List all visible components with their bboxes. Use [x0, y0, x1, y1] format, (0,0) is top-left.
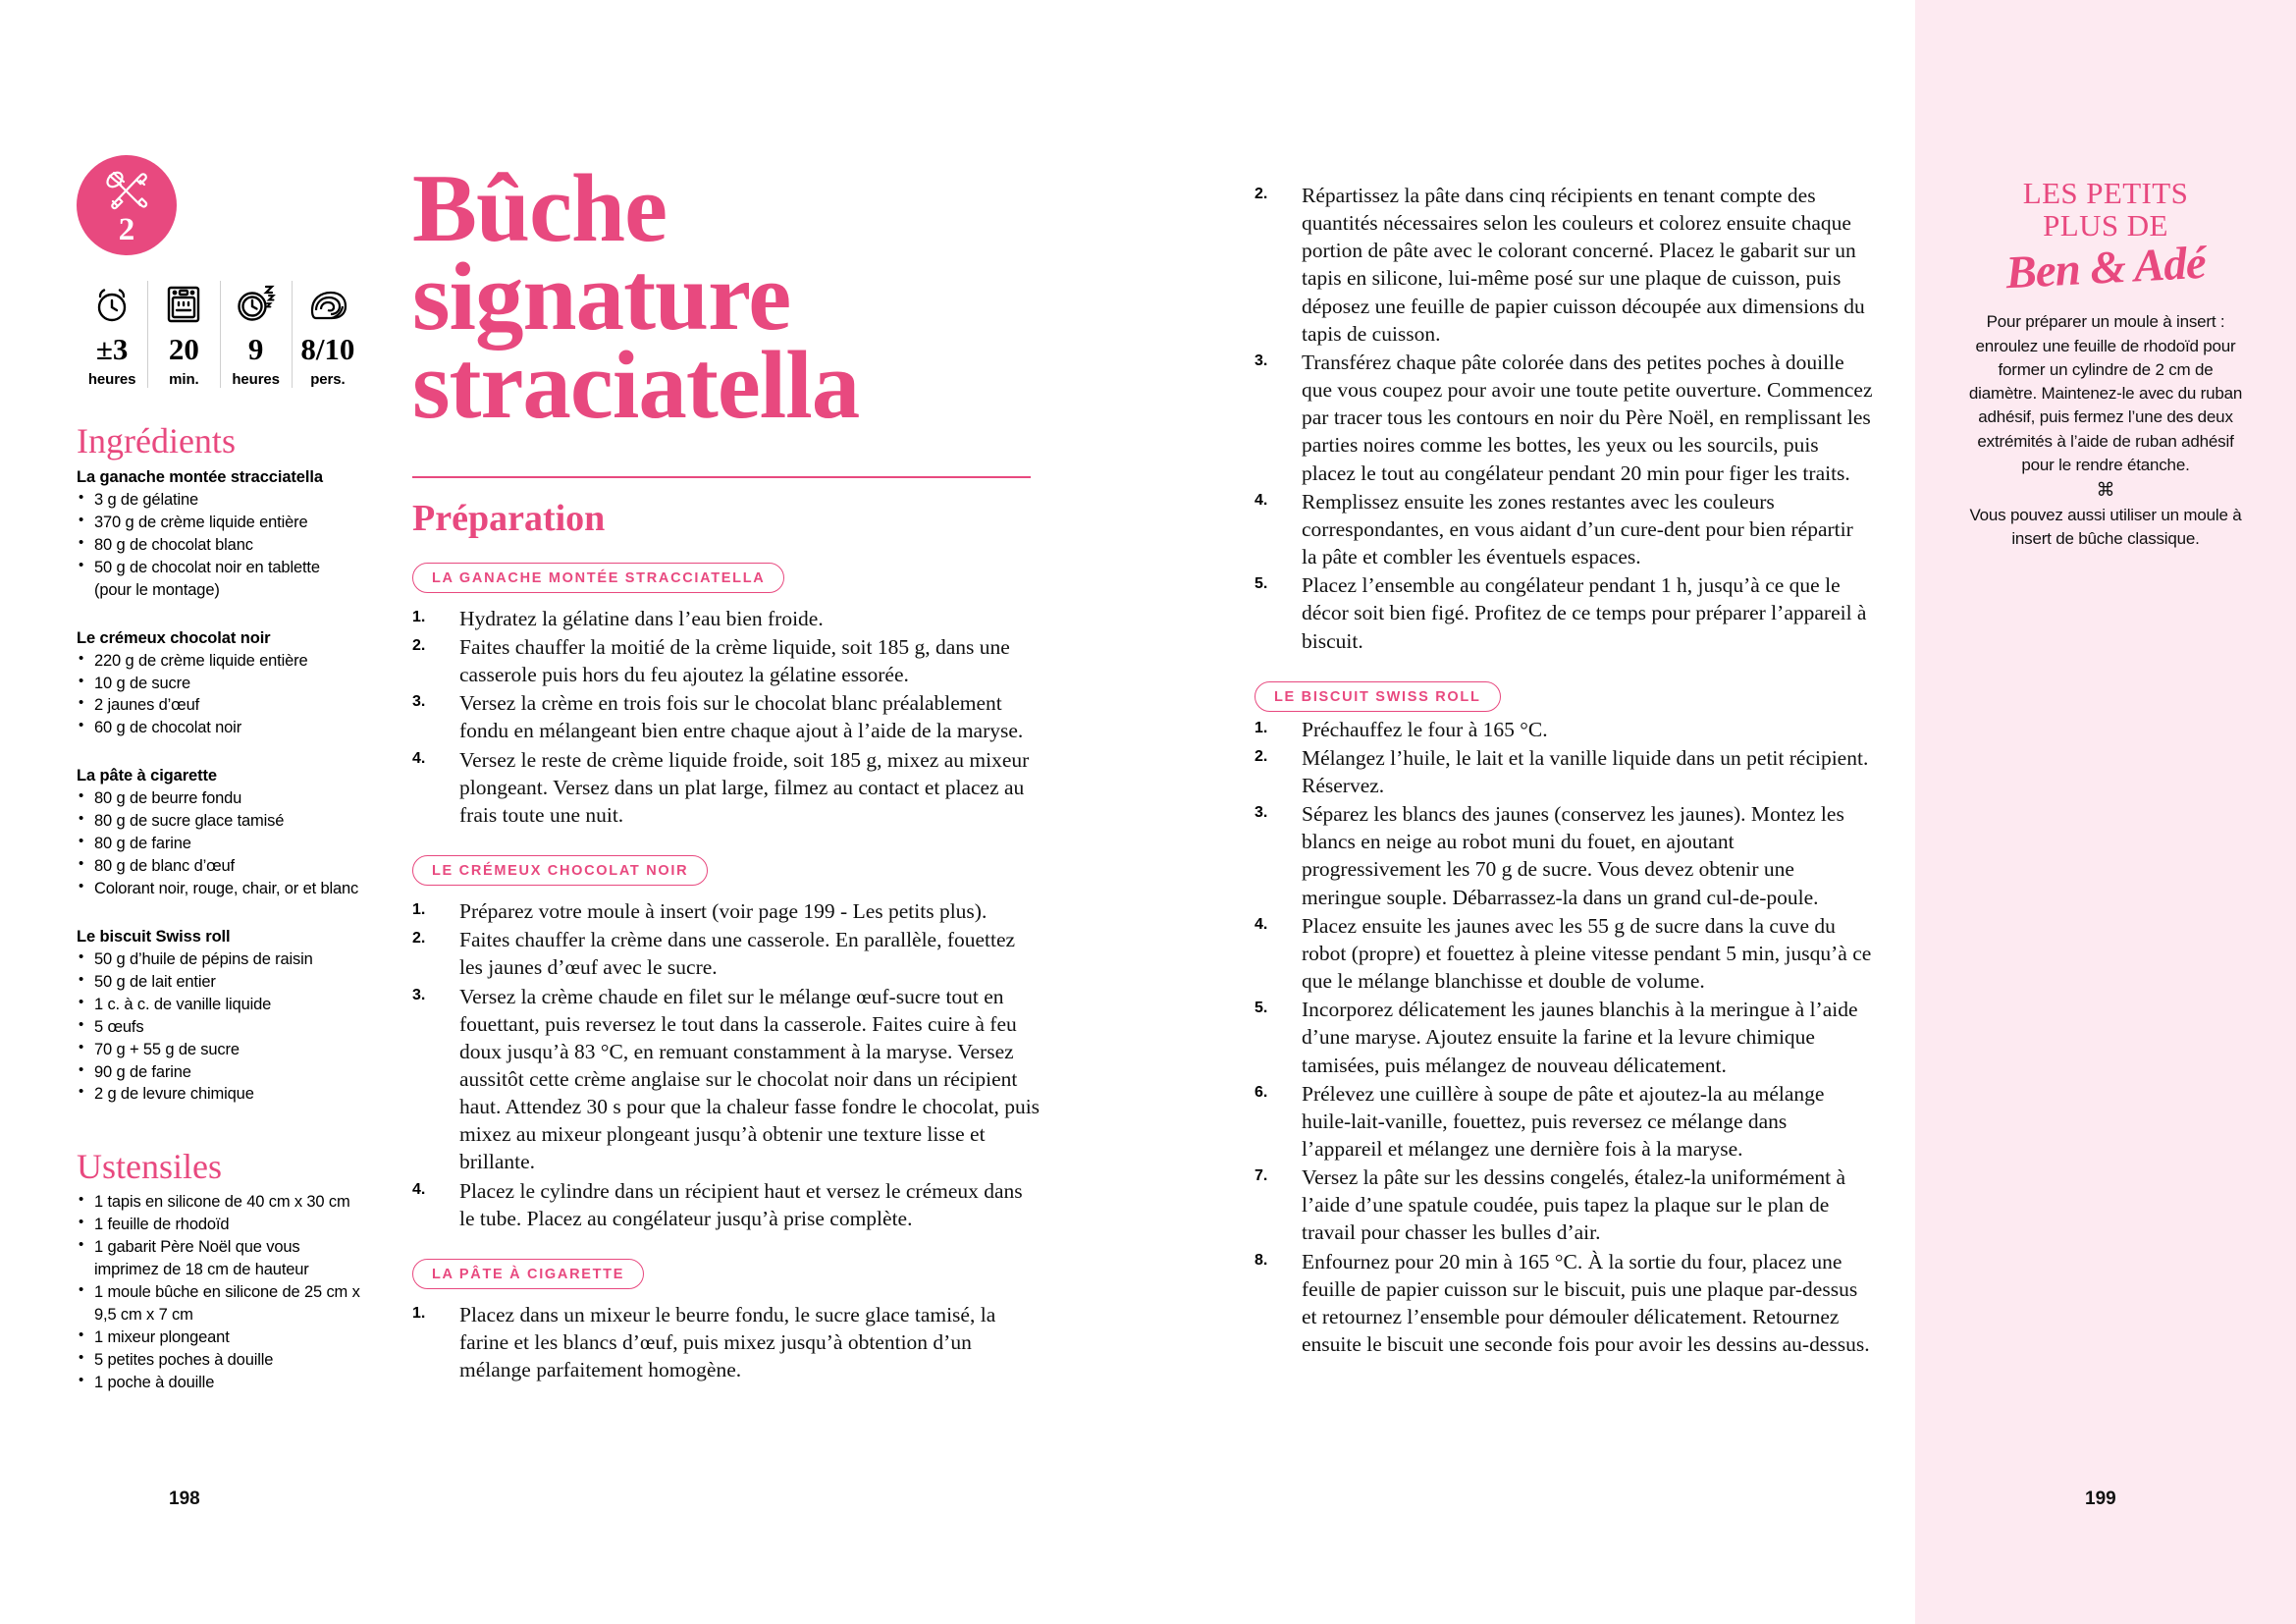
- step-text: Prélevez une cuillère à soupe de pâte et ajoutez-la au mélange huile-lait-vanille, fouettez, puis reversez ce mélange dans l’appareil et mélangez une dernière fois à la maryse.: [1302, 1081, 1825, 1161]
- ingredient-group-title: La pâte à cigarette: [77, 767, 217, 785]
- list-item: • 80 g de beurre fondu: [77, 787, 371, 810]
- step-number: 5.: [1255, 1000, 1268, 1017]
- step-text: Faites chauffer la crème dans une casserole. En parallèle, fouettez les jaunes d’œuf avec le sucre.: [459, 928, 1016, 980]
- recipe-difficulty-badge: [77, 155, 177, 255]
- ustensiles-heading: Ustensiles: [77, 1147, 222, 1187]
- info-cell-cook-time: [148, 281, 220, 388]
- ingredient-group-title: Le biscuit Swiss roll: [77, 927, 231, 946]
- list-item: • 70 g + 55 g de sucre: [77, 1039, 371, 1061]
- list-item: • 1 moule bûche en silicone de 25 cm x: [77, 1281, 371, 1304]
- section-tag-pill: LE CRÉMEUX CHOCOLAT NOIR: [412, 855, 708, 886]
- list-item: • 1 tapis en silicone de 40 cm x 30 cm: [77, 1191, 371, 1214]
- step-item: [1255, 1080, 1873, 1163]
- list-item: • 80 g de sucre glace tamisé: [77, 810, 371, 833]
- step-text: Remplissez ensuite les zones restantes avec les couleurs correspondantes, en vous aidant d’un cure-dent pour bien répartir la pâte et combler les éventuels espaces.: [1302, 489, 1853, 569]
- step-text: Placez dans un mixeur le beurre fondu, le sucre glace tamisé, la farine et les blancs d’œuf, puis mixez jusqu’à obtention d’un mélange parfaitement homogène.: [459, 1302, 996, 1382]
- list-item: • 10 g de sucre: [77, 673, 371, 695]
- list-item: • 1 c. à c. de vanille liquide: [77, 994, 371, 1016]
- ingredient-group-title: La ganache montée stracciatella: [77, 468, 323, 486]
- step-item: [412, 897, 1041, 925]
- petits-plus-title-line1: LES PETITS: [2022, 176, 2189, 210]
- ingredient-group: [77, 767, 371, 900]
- step-item: [1255, 1164, 1873, 1246]
- step-number: 1.: [412, 901, 426, 919]
- title-divider: [412, 476, 1031, 478]
- info-value: 8/10: [300, 332, 355, 366]
- info-value: 20: [168, 332, 199, 366]
- step-item: [412, 983, 1041, 1176]
- step-number: 3.: [1255, 804, 1268, 822]
- whisk-spatula-crossed-icon: [101, 168, 152, 213]
- sleeping-clock-icon: [234, 281, 279, 326]
- page-number-right: 199: [2085, 1489, 2116, 1509]
- step-item: [1255, 744, 1873, 799]
- step-number: 4.: [1255, 491, 1268, 509]
- step-number: 8.: [1255, 1251, 1268, 1269]
- section-tag-pill: LE BISCUIT SWISS ROLL: [1255, 681, 1501, 712]
- petits-plus-title-line2: PLUS DE: [2043, 208, 2168, 244]
- list-item: • 1 mixeur plongeant: [77, 1326, 371, 1349]
- petits-plus-paragraph-1: Pour préparer un moule à insert : enroulez une feuille de rhodoïd pour former un cylindre de 2 cm de diamètre. Maintenez-le avec du ruban adhésif, puis fermez l’une des deux extrémités à l’aide de ruban adhésif pour le rendre étanche.: [1968, 312, 2243, 475]
- ingredients-groups: [77, 468, 371, 1106]
- step-number: 7.: [1255, 1167, 1268, 1185]
- ingredient-list: [77, 787, 371, 900]
- yule-log-slice-icon: [304, 281, 351, 326]
- step-number: 5.: [1255, 575, 1268, 593]
- list-item: • 50 g de chocolat noir en tablette: [77, 557, 371, 579]
- info-cell-servings: [293, 281, 363, 388]
- step-item: [1255, 800, 1873, 911]
- step-number: 2.: [412, 636, 426, 654]
- list-item: imprimez de 18 cm de hauteur: [94, 1261, 309, 1279]
- step-number: 4.: [412, 749, 426, 767]
- petits-plus-signature: Ben & Adé: [2004, 237, 2207, 299]
- page-number-left: 198: [169, 1489, 200, 1509]
- step-item: [1255, 1248, 1873, 1359]
- badge-number: 2: [118, 212, 135, 247]
- list-item: • 80 g de chocolat blanc: [77, 534, 371, 557]
- list-item: • 1 feuille de rhodoïd: [77, 1214, 371, 1236]
- step-item: [1255, 912, 1873, 995]
- list-item: • 220 g de crème liquide entière: [77, 650, 371, 673]
- ingredient-list: [77, 650, 371, 740]
- step-item: [1255, 349, 1873, 487]
- left-column: [77, 155, 371, 1394]
- step-number: 3.: [1255, 352, 1268, 369]
- right-column: [1255, 182, 1873, 1359]
- info-label: min.: [169, 371, 199, 388]
- step-text: Placez ensuite les jaunes avec les 55 g de sucre dans la cuve du robot (propre) et fouettez à pleine vitesse pendant 5 min, jusqu’à ce que le mélange blanchisse et double de volume.: [1302, 913, 1872, 994]
- list-item: • 50 g d’huile de pépins de raisin: [77, 948, 371, 971]
- step-text: Versez le reste de crème liquide froide, soit 185 g, mixez au mixeur plongeant. Versez dans un plat large, filmez au contact et placez au frais toute une nuit.: [459, 747, 1030, 827]
- ingredient-group: [77, 468, 371, 602]
- list-item: • 370 g de crème liquide entière: [77, 512, 371, 534]
- list-item: • 3 g de gélatine: [77, 489, 371, 512]
- preparation-heading: Préparation: [412, 497, 606, 539]
- ingredients-heading: Ingrédients: [77, 421, 236, 460]
- info-cell-rest-time: [221, 281, 293, 388]
- info-value: 9: [247, 332, 264, 366]
- step-number: 2.: [1255, 186, 1268, 202]
- list-item: • 80 g de blanc d’œuf: [77, 855, 371, 878]
- step-list: [1255, 716, 1873, 1359]
- info-value: ±3: [95, 332, 129, 366]
- list-item: • 2 jaunes d’œuf: [77, 694, 371, 717]
- step-list: [1255, 182, 1873, 655]
- oven-icon: [163, 281, 204, 326]
- step-text: Hydratez la gélatine dans l’eau bien froide.: [459, 606, 824, 630]
- step-item: [1255, 571, 1873, 654]
- list-item: • 90 g de farine: [77, 1061, 371, 1084]
- list-item: 9,5 cm x 7 cm: [94, 1305, 193, 1324]
- petits-plus-panel: [1968, 177, 2243, 552]
- step-text: Préparez votre moule à insert (voir page 199 - Les petits plus).: [459, 899, 988, 924]
- list-item: • 1 poche à douille: [77, 1372, 371, 1394]
- step-text: Versez la pâte sur les dessins congelés, étalez-la uniformément à l’aide d’une spatule coudée, puis tapez la plaque sur le plan de travail pour chasser les bulles d’air.: [1302, 1165, 1846, 1245]
- step-text: Préchauffez le four à 165 °C.: [1302, 717, 1548, 741]
- step-text: Faites chauffer la moitié de la crème liquide, soit 185 g, dans une casserole puis hors du feu ajoutez la gélatine essorée.: [459, 634, 1010, 687]
- preparation-sections-right: [1255, 182, 1873, 1358]
- step-list: [412, 605, 1041, 829]
- ingredient-group-title: Le crémeux chocolat noir: [77, 628, 271, 647]
- step-item: [412, 605, 1041, 632]
- step-text: Placez le cylindre dans un récipient haut et versez le crémeux dans le tube. Placez au congélateur jusqu’à prise complète.: [459, 1178, 1023, 1230]
- step-text: Versez la crème en trois fois sur le chocolat blanc préalablement fondu en mélangeant bien entre chaque ajout à l’aide de la maryse.: [459, 691, 1024, 743]
- step-item: [1255, 996, 1873, 1078]
- section-tag-pill: LA GANACHE MONTÉE STRACCIATELLA: [412, 563, 784, 593]
- step-number: 1.: [412, 608, 426, 625]
- list-item: • Colorant noir, rouge, chair, or et blanc: [77, 878, 371, 900]
- info-label: heures: [87, 371, 136, 388]
- step-text: Séparez les blancs des jaunes (conservez les jaunes). Montez les blancs en neige au robot muni du fouet, en ajoutant progressivement les 70 g de sucre. Vous devez obtenir une meringue souple. Débarrassez-la dans un grand cul-de-poule.: [1302, 802, 1844, 909]
- list-item: (pour le montage): [94, 580, 220, 599]
- info-cell-prep-time: [77, 281, 148, 388]
- step-text: Répartissez la pâte dans cinq récipients en tenant compte des quantités nécessaires selon les couleurs et colorez ensuite chaque portion de pâte avec le colorant concerné. Placez le gabarit sur un tapis en silicone, lui-même posé sur une plaque de cuisson, puis déposez une feuille de papier cuisson découpée aux dimensions du tapis de cuisson.: [1302, 184, 1865, 346]
- ingredient-list: [77, 948, 371, 1106]
- step-list: [412, 1301, 1041, 1383]
- list-item: • 80 g de farine: [77, 833, 371, 855]
- info-label: heures: [232, 371, 280, 388]
- ingredient-list: [77, 489, 371, 602]
- step-number: 4.: [412, 1180, 426, 1198]
- section-tag-pill: LA PÂTE À CIGARETTE: [412, 1259, 644, 1289]
- list-item: • 2 g de levure chimique: [77, 1083, 371, 1106]
- step-number: 3.: [412, 693, 426, 711]
- step-item: [412, 1177, 1041, 1232]
- step-item: [1255, 182, 1873, 348]
- step-item: [412, 926, 1041, 981]
- alarm-clock-icon: [90, 281, 133, 326]
- step-text: Placez l’ensemble au congélateur pendant 1 h, jusqu’à ce que le décor soit bien figé. Profitez de ce temps pour préparer l’appareil à biscuit.: [1302, 573, 1867, 653]
- recipe-info-strip: [77, 281, 363, 388]
- info-label: pers.: [310, 371, 346, 388]
- petits-plus-paragraph-2: Vous pouvez aussi utiliser un moule à insert de bûche classique.: [1969, 506, 2242, 549]
- step-list: [412, 897, 1041, 1232]
- step-item: [412, 689, 1041, 744]
- step-item: [1255, 488, 1873, 570]
- step-text: Enfournez pour 20 min à 165 °C. À la sortie du four, placez une feuille de papier cuisson sur le biscuit, puis une plaque par-dessus et retournez l’ensemble pour démouler délicatement. Retournez ensuite le biscuit une seconde fois pour avoir les dessins au-dessus.: [1302, 1249, 1870, 1357]
- petits-plus-divider-glyph: ⌘: [2096, 480, 2115, 502]
- step-number: 2.: [1255, 747, 1268, 765]
- ingredients-section: [77, 423, 371, 1106]
- ustensiles-list: [77, 1191, 371, 1393]
- step-item: [1255, 716, 1873, 743]
- page-title: Bûche signature straciatella: [412, 155, 860, 440]
- step-text: Transférez chaque pâte colorée dans des petites poches à douille que vous coupez pour avoir une toute petite ouverture. Commencez par tracer tous les contours en noir du Père Noël, en remplissant les parties noires comme les bottes, les yeux ou les sourcils, puis placez le tout au congélateur pendant 20 min pour figer les traits.: [1302, 350, 1873, 485]
- list-item: • 60 g de chocolat noir: [77, 717, 371, 739]
- ustensiles-section: [77, 1149, 371, 1393]
- step-number: 2.: [412, 930, 426, 947]
- ingredient-group: [77, 928, 371, 1106]
- step-item: [412, 1301, 1041, 1383]
- step-text: Versez la crème chaude en filet sur le mélange œuf-sucre tout en fouettant, puis reversez le tout dans la casserole. Faites cuire à feu doux jusqu’à 83 °C, en remuant constamment à la maryse. Versez aussitôt cette crème anglaise sur le chocolat noir dans un récipient haut. Attendez 30 s pour que la chaleur fasse fondre le chocolat, puis mixez au mixeur plongeant jusqu’à obtenir une texture lisse et brillante.: [459, 984, 1041, 1174]
- list-item: • 50 g de lait entier: [77, 971, 371, 994]
- step-number: 1.: [412, 1304, 426, 1322]
- step-text: Mélangez l’huile, le lait et la vanille liquide dans un petit récipient. Réservez.: [1302, 745, 1869, 797]
- middle-column: [412, 155, 1041, 1384]
- step-number: 6.: [1255, 1083, 1268, 1101]
- list-item: • 1 gabarit Père Noël que vous: [77, 1236, 371, 1259]
- ingredient-group: [77, 629, 371, 740]
- step-item: [412, 746, 1041, 829]
- preparation-sections-left: [412, 537, 1041, 1384]
- list-item: • 5 petites poches à douille: [77, 1349, 371, 1372]
- step-text: Incorporez délicatement les jaunes blanchis à la meringue à l’aide d’une maryse. Ajoutez ensuite la farine et la levure chimique tamisées, puis mélangez de nouveau délicatement.: [1302, 998, 1858, 1077]
- step-number: 1.: [1255, 719, 1268, 736]
- step-item: [412, 633, 1041, 688]
- list-item: • 5 œufs: [77, 1016, 371, 1039]
- step-number: 3.: [412, 986, 426, 1003]
- step-number: 4.: [1255, 915, 1268, 933]
